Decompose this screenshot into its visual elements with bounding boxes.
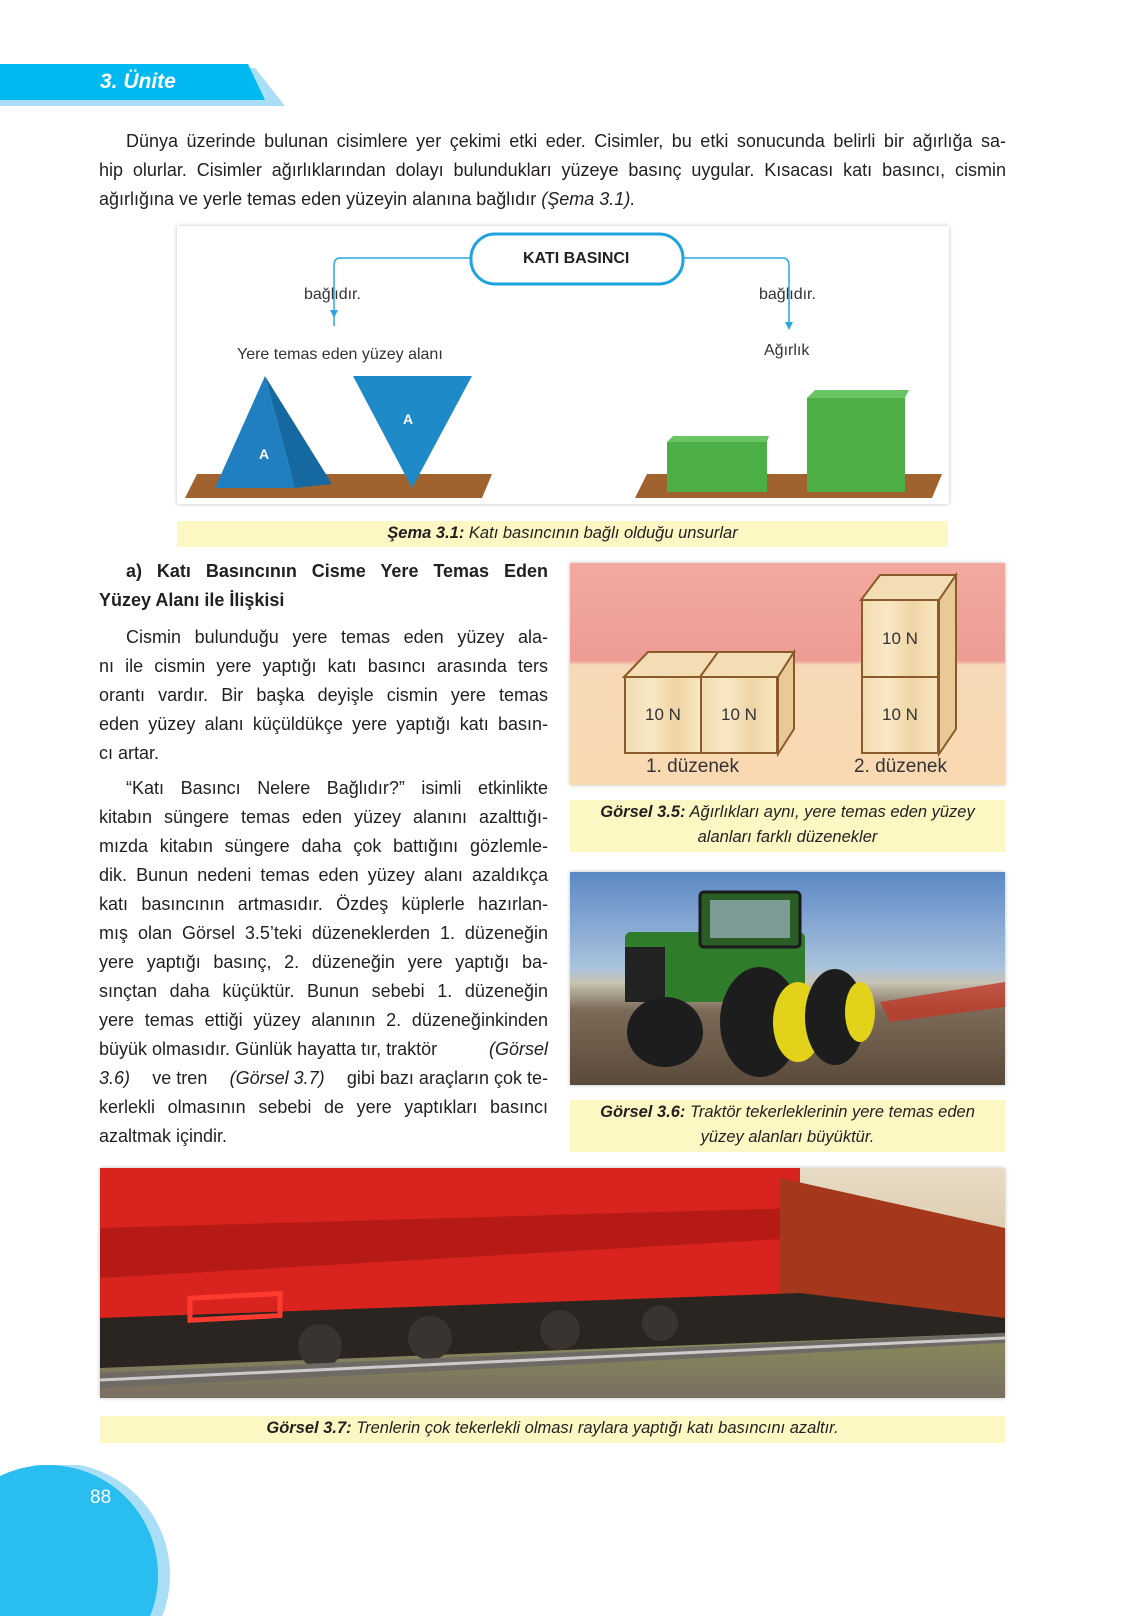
- figure-reference: (Görsel: [488, 1039, 548, 1059]
- unit-title: 3. Ünite: [100, 70, 176, 93]
- cube-weight-label: 10 N: [721, 705, 757, 724]
- section-heading: a) Katı Basıncının Cisme Yere Temas Eden: [126, 561, 548, 581]
- figure-3-7-train-photo: [100, 1168, 1005, 1398]
- diagram-title: KATI BASINCI: [523, 250, 630, 267]
- figure-reference: 3.6): [99, 1068, 131, 1088]
- text-fragment: gibi bazı araçların çok te-: [341, 1068, 548, 1088]
- tractor-illustration: [570, 872, 1005, 1085]
- caption-text: yüzey alanları büyüktür.: [700, 1128, 875, 1146]
- intro-line: ağırlığına ve yerle temas eden yüzeyin alanına bağlıdır: [99, 189, 537, 209]
- page-number-circle: [0, 1465, 175, 1616]
- caption-label: Şema 3.1:: [387, 524, 465, 542]
- figure-3-5-caption: [570, 800, 1005, 852]
- figure-3-6-caption: [570, 1100, 1005, 1152]
- surface-area-label: Yere temas eden yüzey alanı: [237, 346, 443, 363]
- triangle-label: A: [259, 446, 270, 462]
- inverted-triangle-label: A: [403, 411, 414, 427]
- text-line: dik. Bunun nedeni temas eden yüzey alanı azaldıkça: [99, 865, 548, 885]
- text-line: eden yüzey alanı küçüldükçe yere yaptığı katı basın-: [99, 714, 548, 734]
- text-line: azaltmak içindir.: [99, 1126, 228, 1146]
- intro-line: Dünya üzerinde bulunan cisimlere yer çekimi etki eder. Cisimler, bu etki sonucunda belirli bir ağırlığa sa-: [126, 131, 1006, 151]
- text-line: sınçtan daha küçüktür. Bunun sebebi 1. düzeneğin: [99, 981, 548, 1001]
- text-line: nı ile cismin yere yaptığı katı basıncı arasında ters: [99, 656, 548, 676]
- text-line: orantı vardır. Bir başka deyişle cismin yere temas: [99, 685, 548, 705]
- text-line: katı basıncının artmasıdır. Özdeş küplerle hazırlan-: [99, 894, 548, 914]
- caption-label: Görsel 3.7:: [266, 1419, 352, 1437]
- caption-text: Ağırlıkları aynı, yere temas eden yüzey: [685, 803, 975, 821]
- text-fragment: büyük olmasıdır. Günlük hayatta tır, traktör: [99, 1039, 443, 1059]
- cube-weight-label: 10 N: [882, 628, 918, 648]
- text-line: kitabın süngere temas eden yüzey alanını azalttığı-: [99, 807, 548, 827]
- text-line: yere temas ettiği yüzey alanının 2. düzeneğinkinden: [99, 1010, 548, 1030]
- text-line: “Katı Basıncı Nelere Bağlıdır?” isimli etkinlikte: [126, 778, 548, 798]
- figure-3-6-tractor-photo: [570, 872, 1005, 1085]
- section-heading: Yüzey Alanı ile İlişkisi: [99, 590, 285, 610]
- right-link-label: bağlıdır.: [759, 286, 816, 303]
- text-line: kerlekli olmasının sebebi de yere yaptıkları basıncı: [99, 1097, 548, 1117]
- text-line: mızda kitabın süngere daha çok battığını gözlemle-: [99, 836, 548, 856]
- cube-weight-label: 10 N: [882, 705, 918, 724]
- text-line: cı artar.: [99, 743, 160, 763]
- caption-text: Trenlerin çok tekerlekli olması raylara yaptığı katı basıncını azaltır.: [351, 1419, 839, 1437]
- schema-reference: (Şema 3.1).: [541, 189, 636, 209]
- caption-label: Görsel 3.6:: [600, 1103, 686, 1121]
- weight-label: Ağırlık: [764, 342, 810, 359]
- schema-caption: [177, 521, 948, 547]
- text-fragment: ve tren: [147, 1068, 213, 1088]
- figure-reference: (Görsel 3.7): [229, 1068, 325, 1088]
- figure-3-7-caption: [100, 1416, 1005, 1443]
- cube-tops: [570, 563, 1005, 785]
- intro-line: hip olurlar. Cisimler ağırlıklarından dolayı bulundukları yüzeye basınç uygular. Kısacası katı basıncı, cismin: [99, 160, 1006, 180]
- page-number: 88: [90, 1487, 112, 1508]
- setup-1-label: 1. düzenek: [646, 756, 739, 777]
- setup-2-label: 2. düzenek: [854, 756, 947, 777]
- text-line: mış olan Görsel 3.5’teki düzeneklerden 1. düzeneğin: [99, 923, 548, 943]
- figure-3-5-image: [570, 563, 1005, 785]
- text-line: yere yaptığı basınç, 2. düzeneğin yere yaptığı ba-: [99, 952, 548, 972]
- cube-weight-label: 10 N: [645, 705, 681, 724]
- caption-text: Traktör tekerleklerinin yere temas eden: [685, 1103, 975, 1121]
- caption-label: Görsel 3.5:: [600, 803, 686, 821]
- left-link-label: bağlıdır.: [304, 286, 361, 303]
- schema-3-1-diagram: [177, 226, 949, 504]
- caption-text: Katı basıncının bağlı olduğu unsurlar: [464, 524, 738, 542]
- text-line: Cismin bulunduğu yere temas eden yüzey ala-: [126, 627, 548, 647]
- caption-text: alanları farklı düzenekler: [697, 828, 878, 846]
- train-illustration: [100, 1168, 1005, 1398]
